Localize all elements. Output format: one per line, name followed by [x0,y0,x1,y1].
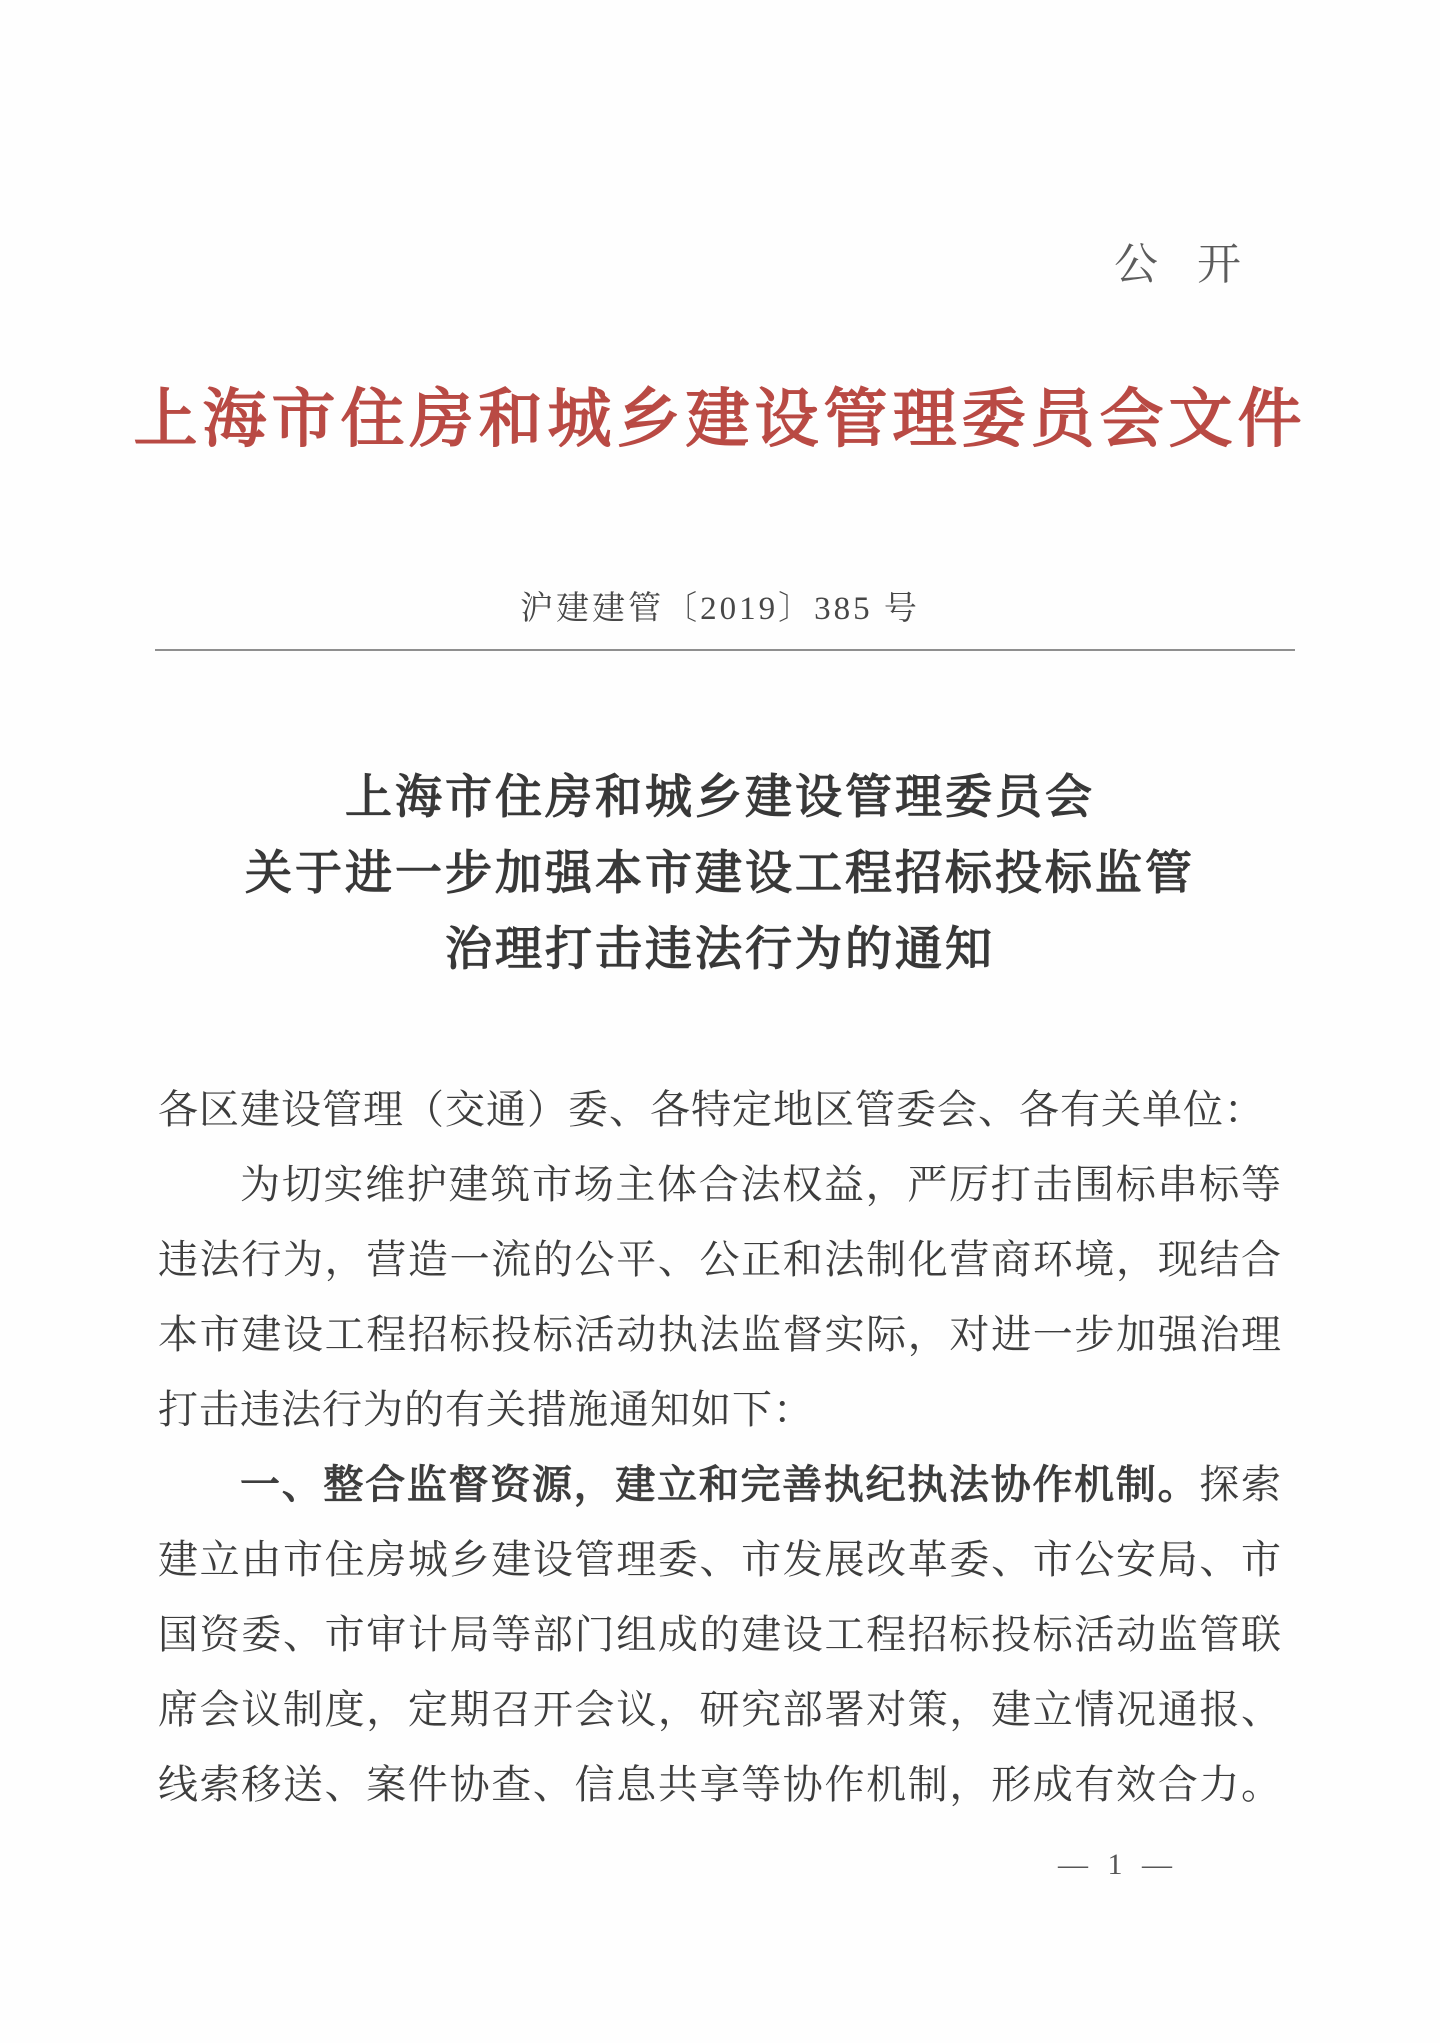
body-segment: 建立由市住房城乡建设管理委、市发展改革委、市公安局、市 [158,1537,1282,1582]
body-segment: 线索移送、案件协查、信息共享等协作机制，形成有效合力。 [158,1762,1282,1807]
body-segment: 国资委、市审计局等部门组成的建设工程招标投标活动监管联 [158,1612,1282,1657]
body-line [158,1072,1282,1147]
document-number: 沪建建管〔2019〕385 号 [520,591,920,627]
body-line [158,1522,1282,1597]
body-segment: 探索 [1199,1462,1283,1507]
body-segment: 违法行为，营造一流的公平、公正和法制化营商环境，现结合 [158,1237,1282,1282]
body-segment: 席会议制度，定期召开会议，研究部署对策，建立情况通报、 [158,1687,1282,1732]
body-line [158,1147,1282,1222]
document-title-line-2: 关于进一步加强本市建设工程招标投标监管 [245,848,1195,900]
body-segment: 打击违法行为的有关措施通知如下： [158,1387,814,1432]
body-line [158,1222,1282,1297]
document-title-line-1: 上海市住房和城乡建设管理委员会 [345,772,1095,824]
letterhead-divider [155,649,1295,651]
body-line [158,1597,1282,1672]
body-line [158,1372,1282,1447]
body-line [158,1297,1282,1372]
body-segment: 本市建设工程招标投标活动执法监督实际，对进一步加强治理 [158,1312,1282,1357]
document-title-line-3: 治理打击违法行为的通知 [445,924,995,976]
body-line [158,1747,1282,1822]
body-segment: 为切实维护建筑市场主体合法权益，严厉打击围标串标等 [240,1162,1282,1207]
body-line [158,1672,1282,1747]
page-number: — 1 — [1058,1848,1178,1881]
classification-label: 公 开 [1114,240,1255,289]
document-title [0,760,1440,988]
body-line [158,1447,1282,1522]
body-text [158,1072,1282,1822]
letterhead-title: 上海市住房和城乡建设管理委员会文件 [133,384,1307,455]
body-segment: 各区建设管理（交通）委、各特定地区管委会、各有关单位： [158,1087,1265,1132]
body-segment-bold: 一、整合监督资源，建立和完善执纪执法协作机制。 [240,1462,1200,1507]
